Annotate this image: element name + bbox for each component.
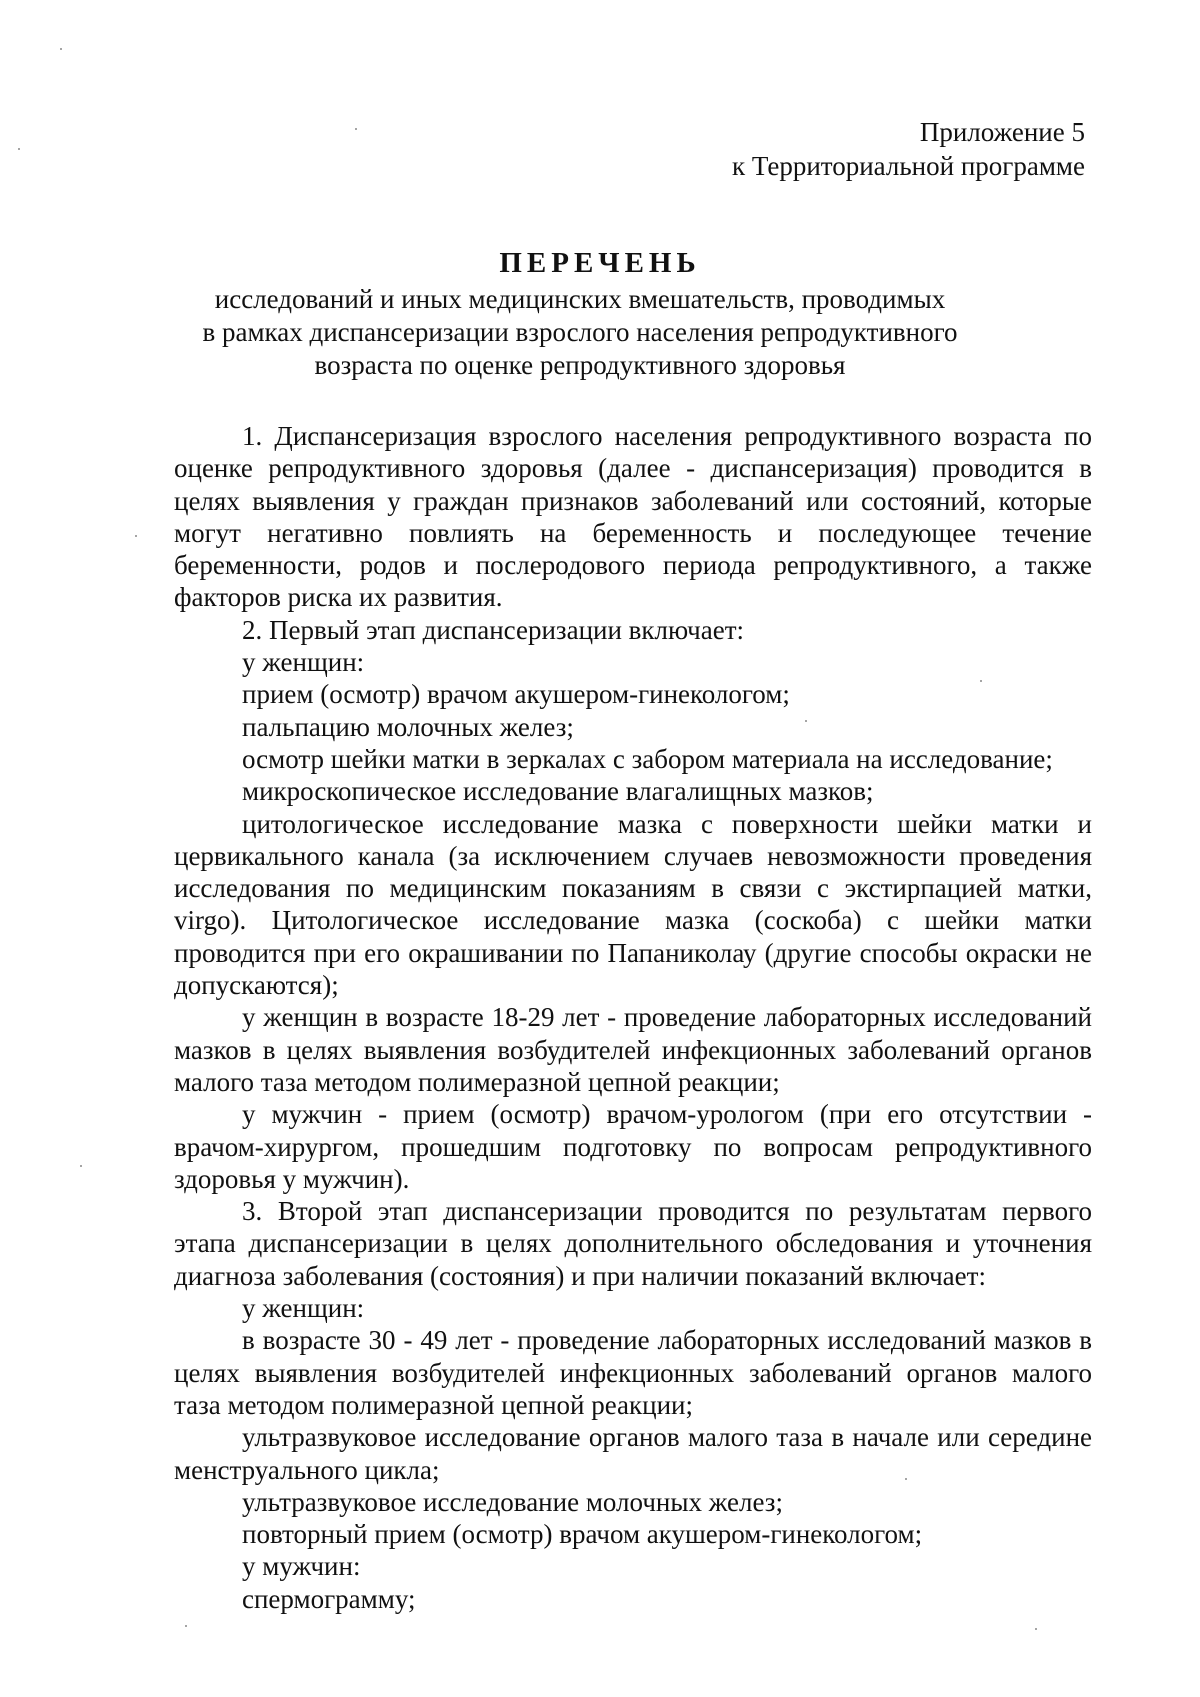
list-item: у женщин: — [242, 647, 365, 678]
list-item: у женщин в возрасте 18-29 лет - проведение лабораторных исследований мазков в целях выявления возбудителей инфекционных заболеваний органов малого таза методом полимеразной цепной реакции; — [174, 1002, 1092, 1097]
scan-speck — [355, 128, 357, 130]
paragraph-2: 2. Первый этап диспансеризации включает: — [242, 614, 744, 645]
list-item: цитологическое исследование мазка с поверхности шейки матки и цервикального канала (за исключением случаев невозможности проведения исследования по медицинским показаниям в связи с экстирпацией матки, virgo). Цитологическое исследование мазка (соскоба) с шейки матки проводится при его окрашивании по Папаниколау (другие способы окраски не допускаются); — [174, 808, 1092, 1001]
list-item: у мужчин - прием (осмотр) врачом-урологом (при его отсутствии - врачом-хирургом, прошедшим подготовку по вопросам репродуктивного здоровья у мужчин). — [174, 1099, 1092, 1194]
scan-speck — [1035, 1628, 1037, 1630]
scan-speck — [60, 48, 62, 50]
list-item: ультразвуковое исследование молочных желез; — [242, 1486, 783, 1517]
scan-speck — [805, 720, 807, 722]
subtitle-line: возраста по оценке репродуктивного здоровья — [314, 350, 846, 380]
scan-speck — [905, 1478, 907, 1480]
paragraph-1: 1. Диспансеризация взрослого населения репродуктивного возраста по оценке репродуктивного здоровья (далее - диспансеризация) проводится в целях выявления у граждан признаков заболеваний или состояний, которые могут негативно повлиять на беременность и последующее течение беременности, родов и послеродового периода репродуктивного, а также факторов риска их развития. — [174, 421, 1092, 613]
scan-speck — [135, 535, 137, 537]
document-title: ПЕРЕЧЕНЬ — [499, 247, 701, 279]
scan-speck — [980, 680, 982, 682]
list-item: микроскопическое исследование влагалищных мазков; — [242, 776, 874, 807]
scan-speck — [185, 1625, 187, 1627]
list-item: повторный прием (осмотр) врачом акушером-гинекологом; — [242, 1519, 923, 1550]
appendix-header — [732, 115, 1085, 183]
list-item: пальпацию молочных желез; — [242, 711, 574, 742]
scan-speck — [80, 1165, 82, 1167]
list-item: у женщин: — [242, 1293, 365, 1324]
list-item: осмотр шейки матки в зеркалах с забором материала на исследование; — [242, 743, 1053, 774]
scan-speck — [18, 148, 20, 150]
list-item: в возрасте 30 - 49 лет - проведение лабораторных исследований мазков в целях выявления возбудителей инфекционных заболеваний органов малого таза методом полимеразной цепной реакции; — [174, 1325, 1092, 1420]
subtitle-line: исследований и иных медицинских вмешательств, проводимых — [214, 284, 946, 314]
list-item: спермограмму; — [242, 1583, 416, 1614]
list-item: ультразвуковое исследование органов малого таза в начале или середине менструального цикла; — [174, 1422, 1092, 1485]
subtitle-line: в рамках диспансеризации взрослого населения репродуктивного — [202, 317, 958, 347]
list-item: прием (осмотр) врачом акушером-гинекологом; — [242, 679, 790, 710]
appendix-program-ref: к Территориальной программе — [732, 151, 1085, 181]
list-item: у мужчин: — [242, 1551, 361, 1582]
appendix-number: Приложение 5 — [919, 117, 1085, 147]
paragraph-3: 3. Второй этап диспансеризации проводится по результатам первого этапа диспансеризации в целях дополнительного обследования и уточнения диагноза заболевания (состояния) и при наличии показаний включает: — [174, 1196, 1092, 1291]
document-body — [174, 420, 1092, 1615]
document-subtitle — [180, 283, 980, 382]
